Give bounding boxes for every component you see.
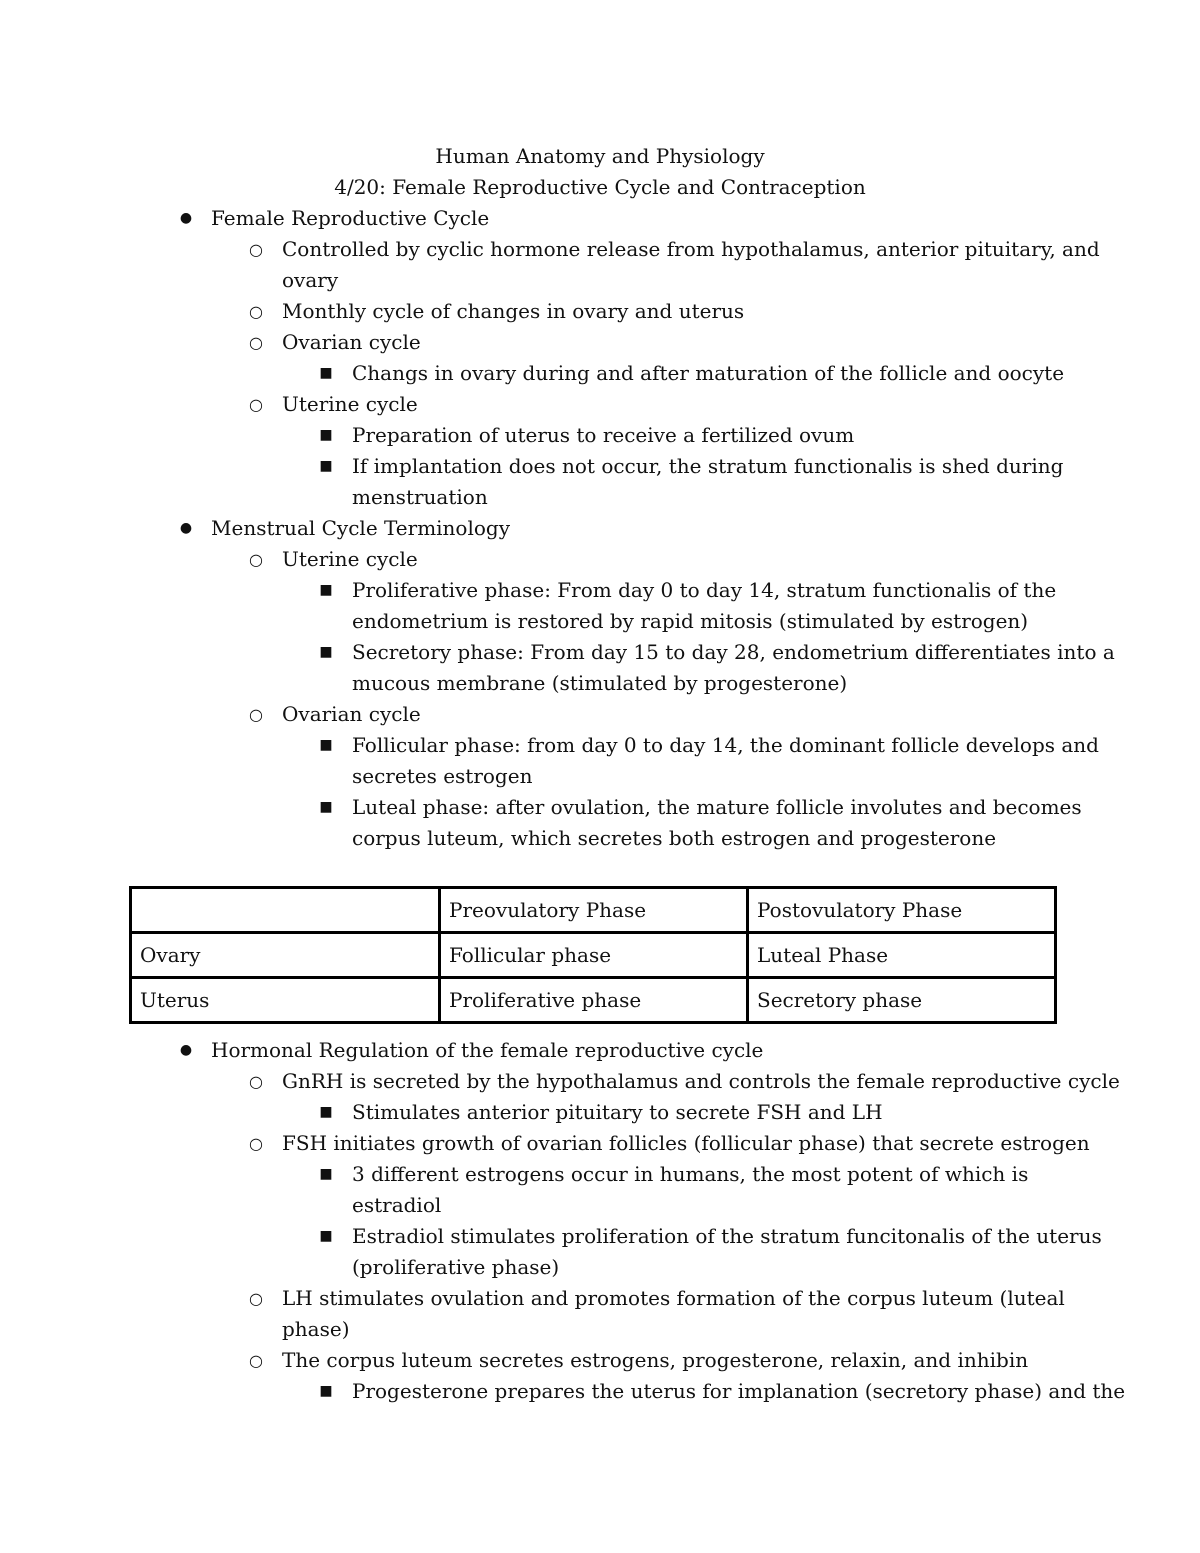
- bullet-square-icon: ■: [319, 1228, 333, 1244]
- bullet-disc-icon: ●: [179, 1042, 193, 1058]
- list-item: Ovarian cycle: [282, 330, 421, 354]
- list-item: LH stimulates ovulation and promotes formation of the corpus luteum (luteal: [282, 1286, 1065, 1310]
- bullet-square-icon: ■: [319, 644, 333, 660]
- list-item: Luteal phase: after ovulation, the mature follicle involutes and becomes: [352, 795, 1082, 819]
- table-row: [131, 933, 1056, 978]
- table-cell: Ovary: [131, 933, 440, 978]
- bullet-square-icon: ■: [319, 458, 333, 474]
- list-item: Controlled by cyclic hormone release from hypothalamus, anterior pituitary, and: [282, 237, 1100, 261]
- list-item-continuation: ovary: [282, 268, 339, 292]
- list-item: Secretory phase: From day 15 to day 28, endometrium differentiates into a: [352, 640, 1115, 664]
- list-item-continuation: mucous membrane (stimulated by progesterone): [352, 671, 848, 695]
- phase-table: [129, 886, 1057, 1024]
- list-item: Monthly cycle of changes in ovary and uterus: [282, 299, 745, 323]
- table-header-cell: Preovulatory Phase: [440, 888, 748, 933]
- list-item-continuation: menstruation: [352, 485, 488, 509]
- table-cell: Luteal Phase: [748, 933, 1056, 978]
- list-item: Progesterone prepares the uterus for implanation (secretory phase) and the: [352, 1379, 1126, 1403]
- table-cell: Follicular phase: [440, 933, 748, 978]
- table-header-cell: Postovulatory Phase: [748, 888, 1056, 933]
- list-item: Proliferative phase: From day 0 to day 14, stratum functionalis of the: [352, 578, 1057, 602]
- bullet-square-icon: ■: [319, 365, 333, 381]
- bullet-disc-icon: ●: [179, 210, 193, 226]
- bullet-disc-icon: ●: [179, 520, 193, 536]
- bullet-square-icon: ■: [319, 737, 333, 753]
- section-heading-female-reproductive-cycle: Female Reproductive Cycle: [211, 206, 490, 230]
- list-item: FSH initiates growth of ovarian follicles (follicular phase) that secrete estrogen: [282, 1131, 1090, 1155]
- lecture-title: 4/20: Female Reproductive Cycle and Contraception: [334, 175, 866, 199]
- section-heading-menstrual-cycle-terminology: Menstrual Cycle Terminology: [211, 516, 511, 540]
- list-item-continuation: corpus luteum, which secretes both estrogen and progesterone: [352, 826, 997, 850]
- bullet-square-icon: ■: [319, 427, 333, 443]
- list-item: Ovarian cycle: [282, 702, 421, 726]
- bullet-circle-icon: ○: [249, 395, 263, 414]
- section-heading-hormonal-regulation: Hormonal Regulation of the female reproductive cycle: [211, 1038, 764, 1062]
- list-item-continuation: secretes estrogen: [352, 764, 533, 788]
- course-title: Human Anatomy and Physiology: [435, 144, 765, 168]
- table-cell: Uterus: [131, 978, 440, 1023]
- list-item-continuation: (proliferative phase): [352, 1255, 560, 1279]
- table-header-row: [131, 888, 1056, 933]
- list-item: GnRH is secreted by the hypothalamus and controls the female reproductive cycle: [282, 1069, 1120, 1093]
- bullet-square-icon: ■: [319, 799, 333, 815]
- list-item: Estradiol stimulates proliferation of the stratum funcitonalis of the uterus: [352, 1224, 1102, 1248]
- bullet-square-icon: ■: [319, 582, 333, 598]
- bullet-circle-icon: ○: [249, 550, 263, 569]
- list-item-continuation: phase): [282, 1317, 350, 1341]
- list-item: The corpus luteum secretes estrogens, progesterone, relaxin, and inhibin: [282, 1348, 1029, 1372]
- list-item-continuation: estradiol: [352, 1193, 442, 1217]
- table-row: [131, 978, 1056, 1023]
- list-item: Changs in ovary during and after maturation of the follicle and oocyte: [352, 361, 1065, 385]
- list-item: Uterine cycle: [282, 547, 418, 571]
- bullet-circle-icon: ○: [249, 705, 263, 724]
- bullet-circle-icon: ○: [249, 333, 263, 352]
- list-item: If implantation does not occur, the stratum functionalis is shed during: [352, 454, 1064, 478]
- bullet-circle-icon: ○: [249, 302, 263, 321]
- bullet-circle-icon: ○: [249, 240, 263, 259]
- table-cell: Secretory phase: [748, 978, 1056, 1023]
- list-item: Stimulates anterior pituitary to secrete FSH and LH: [352, 1100, 883, 1124]
- list-item-continuation: endometrium is restored by rapid mitosis (stimulated by estrogen): [352, 609, 1029, 633]
- bullet-circle-icon: ○: [249, 1072, 263, 1091]
- list-item: Follicular phase: from day 0 to day 14, the dominant follicle develops and: [352, 733, 1099, 757]
- bullet-square-icon: ■: [319, 1104, 333, 1120]
- bullet-square-icon: ■: [319, 1383, 333, 1399]
- bullet-square-icon: ■: [319, 1166, 333, 1182]
- bullet-circle-icon: ○: [249, 1351, 263, 1370]
- bullet-circle-icon: ○: [249, 1134, 263, 1153]
- list-item: Preparation of uterus to receive a fertilized ovum: [352, 423, 855, 447]
- table-cell: Proliferative phase: [440, 978, 748, 1023]
- list-item: 3 different estrogens occur in humans, the most potent of which is: [352, 1162, 1029, 1186]
- list-item: Uterine cycle: [282, 392, 418, 416]
- bullet-circle-icon: ○: [249, 1289, 263, 1308]
- table-cell: [131, 888, 440, 933]
